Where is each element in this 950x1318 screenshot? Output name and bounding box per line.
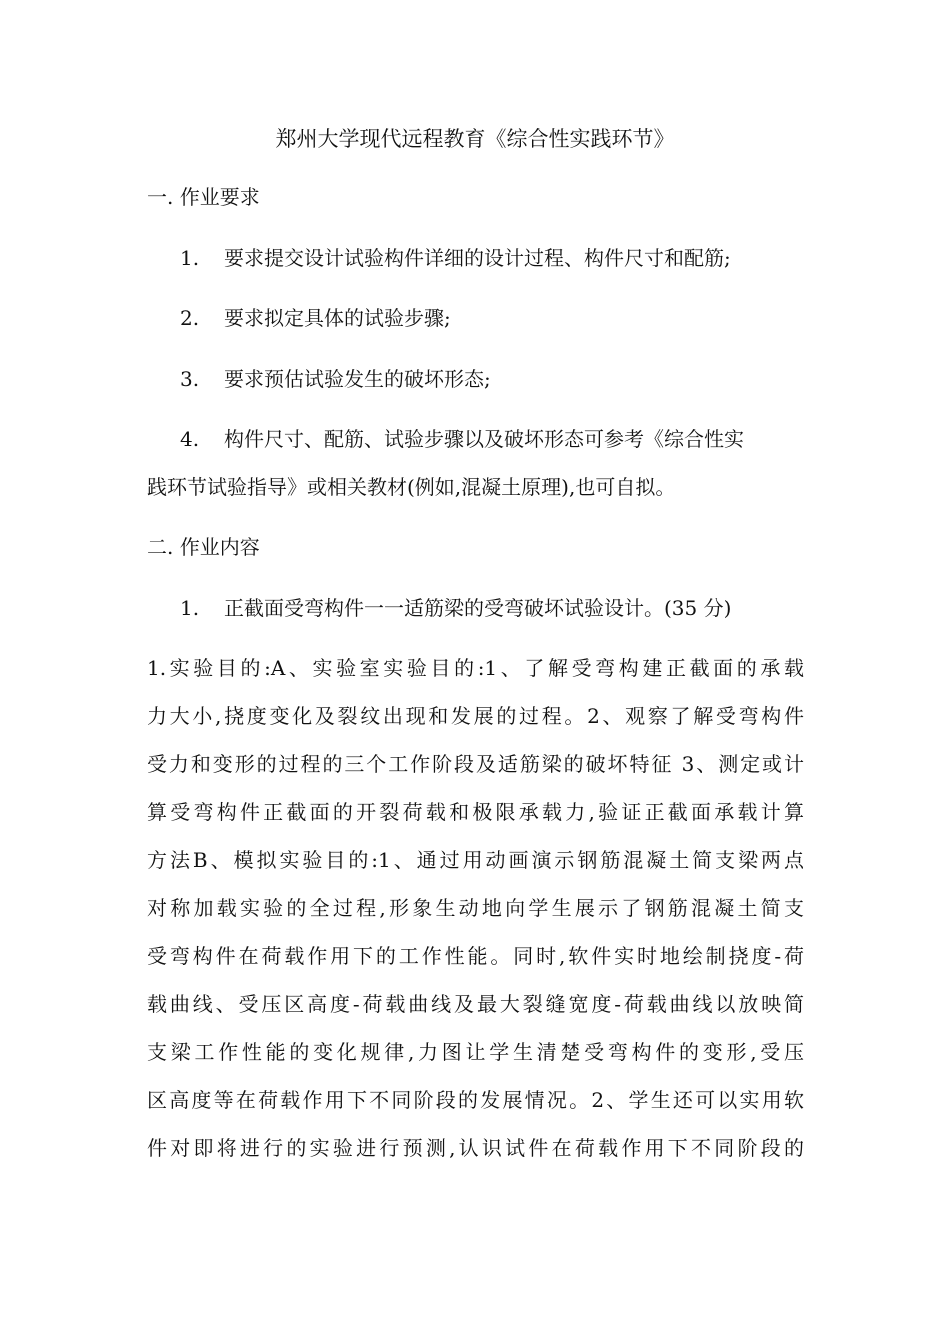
paragraph-line: 算受弯构件正截面的开裂荷载和极限承载力,验证正截面承载计算	[147, 800, 804, 824]
requirement-number: 4.	[180, 427, 200, 451]
requirement-text: 要求预估试验发生的破坏形态;	[224, 367, 491, 391]
paragraph-line: 1.实验目的:A、实验室实验目的:1、了解受弯构建正截面的承载	[147, 656, 804, 680]
paragraph-line: 区高度等在荷载作用下不同阶段的发展情况。2、学生还可以实用软	[147, 1088, 804, 1112]
requirement-number: 2.	[180, 306, 200, 330]
content-number: 1.	[180, 596, 200, 620]
paragraph-line: 件对即将进行的实验进行预测,认识试件在荷载作用下不同阶段的	[147, 1136, 804, 1160]
paragraph-line: 力大小,挠度变化及裂纹出现和发展的过程。2、观察了解受弯构件	[147, 704, 804, 728]
requirement-item-3	[180, 364, 491, 394]
requirement-item-1	[180, 243, 731, 273]
section-heading-requirements: 一. 作业要求	[147, 185, 260, 209]
requirement-number: 3.	[180, 367, 200, 391]
paragraph-line: 支梁工作性能的变化规律,力图让学生清楚受弯构件的变形,受压	[147, 1040, 804, 1064]
requirement-text: 要求拟定具体的试验步骤;	[224, 306, 451, 330]
paragraph-line: 受力和变形的过程的三个工作阶段及适筋梁的破坏特征 3、测定或计	[147, 752, 804, 776]
requirement-item-4	[180, 424, 744, 454]
document-title: 郑州大学现代远程教育《综合性实践环节》	[275, 127, 675, 151]
requirement-item-4-continuation: 践环节试验指导》或相关教材(例如,混凝土原理),也可自拟。	[147, 475, 676, 499]
requirement-text: 构件尺寸、配筋、试验步骤以及破坏形态可参考《综合性实	[224, 427, 744, 451]
requirement-text: 要求提交设计试验构件详细的设计过程、构件尺寸和配筋;	[224, 246, 731, 270]
content-text: 正截面受弯构件一一适筋梁的受弯破坏试验设计。(35 分)	[224, 596, 732, 620]
paragraph-line: 载曲线、受压区高度-荷载曲线及最大裂缝宽度-荷载曲线以放映简	[147, 992, 804, 1016]
paragraph-line: 方法B、模拟实验目的:1、通过用动画演示钢筋混凝土简支梁两点	[147, 848, 804, 872]
requirement-number: 1.	[180, 246, 200, 270]
paragraph-line: 受弯构件在荷载作用下的工作性能。同时,软件实时地绘制挠度-荷	[147, 944, 804, 968]
requirement-item-2	[180, 303, 451, 333]
content-item-1	[180, 593, 731, 623]
paragraph-line: 对称加载实验的全过程,形象生动地向学生展示了钢筋混凝土简支	[147, 896, 804, 920]
section-heading-content: 二. 作业内容	[147, 535, 260, 559]
